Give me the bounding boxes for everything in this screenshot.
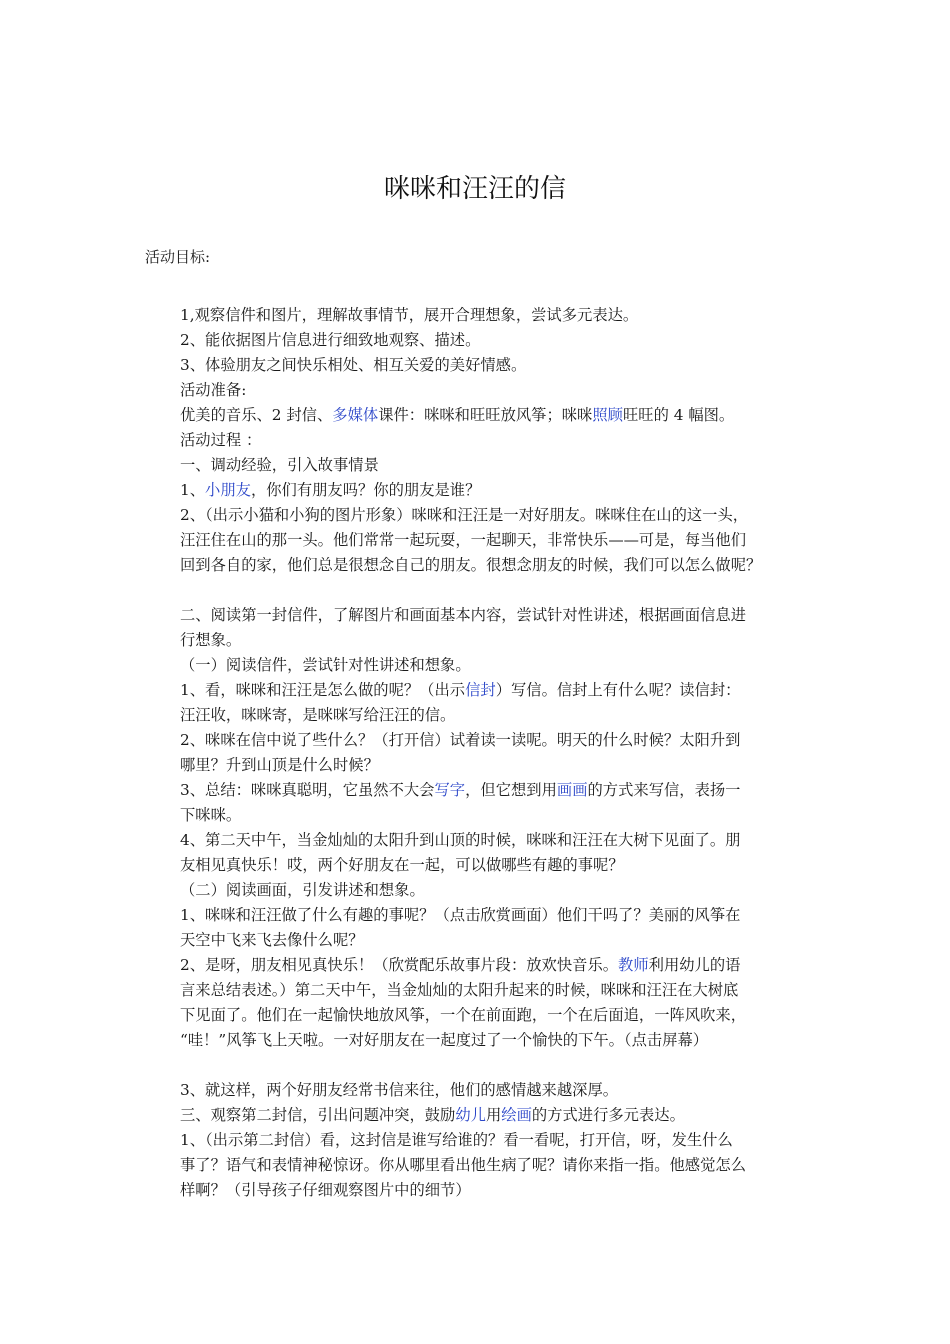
blank-line: [180, 578, 820, 603]
text-line: [180, 1178, 820, 1203]
inline-link[interactable]: 教师: [618, 956, 649, 974]
text-line: [180, 978, 820, 1003]
text-segment: 旺旺的 4 幅图。: [622, 406, 735, 424]
text-segment: 下咪咪。: [180, 806, 242, 824]
text-segment: 1、（出示第二封信）看，这封信是谁写给谁的？看一看呢，打开信，呀，发生什么: [180, 1131, 733, 1149]
text-segment: 的方式来写信，表扬一: [587, 781, 741, 799]
text-line: [180, 728, 820, 753]
text-line: [180, 1153, 820, 1178]
inline-link[interactable]: 照顾: [592, 406, 623, 424]
text-line: [180, 553, 820, 578]
text-segment: 言来总结表述。）第二天中午，当金灿灿的太阳升起来的时候，咪咪和汪汪在大树底: [180, 981, 739, 999]
text-line: [180, 1003, 820, 1028]
text-segment: 2、咪咪在信中说了些什么？（打开信）试着读一读呢。明天的什么时候？太阳升到: [180, 731, 741, 749]
inline-link[interactable]: 小朋友: [205, 481, 251, 499]
text-line: [180, 353, 820, 378]
text-segment: 哪里？升到山顶是什么时候？: [180, 756, 379, 774]
text-segment: 二、阅读第一封信件，了解图片和画面基本内容，尝试针对性讲述，根据画面信息进: [180, 606, 746, 624]
text-segment: 3、体验朋友之间快乐相处、相互关爱的美好情感。: [180, 356, 527, 374]
text-segment: 三、观察第二封信，引出问题冲突，鼓励: [180, 1106, 456, 1124]
text-line: [180, 603, 820, 628]
text-line: [180, 378, 820, 403]
text-line: [180, 953, 820, 978]
text-segment: 样啊？（引导孩子仔细观察图片中的细节）: [180, 1181, 471, 1199]
text-line: [180, 653, 820, 678]
text-segment: 一、调动经验，引入故事情景: [180, 456, 379, 474]
text-segment: 友相见真快乐！哎，两个好朋友在一起，可以做哪些有趣的事呢？: [180, 856, 624, 874]
text-segment: 2、能依据图片信息进行细致地观察、描述。: [180, 331, 481, 349]
text-line: [180, 853, 820, 878]
inline-link[interactable]: 多媒体: [332, 406, 379, 424]
text-segment: 利用幼儿的语: [648, 956, 741, 974]
text-segment: 1,观察信件和图片，理解故事情节，展开合理想象，尝试多元表达。: [180, 306, 639, 324]
text-segment: ）写信。信封上有什么呢？读信封：: [495, 681, 741, 699]
text-segment: “哇！”风筝飞上天啦。一对好朋友在一起度过了一个愉快的下午。（点击屏幕）: [180, 1031, 709, 1049]
text-line: [180, 878, 820, 903]
text-segment: 活动准备:: [180, 381, 247, 399]
text-segment: 2、（出示小猫和小狗的图片形象）咪咪和汪汪是一对好朋友。咪咪住在山的这一头，: [180, 506, 749, 524]
text-line: [180, 1028, 820, 1053]
inline-link[interactable]: 画画: [556, 781, 588, 799]
inline-link[interactable]: 绘画: [501, 1106, 532, 1124]
text-segment: 天空中飞来飞去像什么呢？: [180, 931, 364, 949]
text-line: [180, 478, 820, 503]
blank-line: [180, 1053, 820, 1078]
text-line: [180, 403, 820, 428]
text-segment: 行想象。: [180, 631, 242, 649]
text-segment: 3、就这样，两个好朋友经常书信来往，他们的感情越来越深厚。: [180, 1081, 619, 1099]
text-segment: ，但它想到用: [465, 781, 557, 799]
text-line: [180, 903, 820, 928]
text-segment: 1、看，咪咪和汪汪是怎么做的呢？（出示: [180, 681, 466, 699]
text-line: [180, 453, 820, 478]
text-line: [180, 803, 820, 828]
text-line: [180, 778, 820, 803]
text-segment: 汪汪住在山的那一头。他们常常一起玩耍，一起聊天，非常快乐——可是，每当他们: [180, 531, 746, 549]
text-segment: 1、咪咪和汪汪做了什么有趣的事呢？（点击欣赏画面）他们干吗了？美丽的风筝在: [180, 906, 741, 924]
text-line: [180, 303, 820, 328]
text-line: [180, 628, 820, 653]
text-segment: 4、第二天中午，当金灿灿的太阳升到山顶的时候，咪咪和汪汪在大树下见面了。朋: [180, 831, 741, 849]
text-segment: （一）阅读信件，尝试针对性讲述和想象。: [180, 656, 471, 674]
text-segment: 2、是呀，朋友相见真快乐！（欣赏配乐故事片段：放欢快音乐。: [180, 956, 619, 974]
text-segment: 优美的音乐、2 封信、: [180, 406, 333, 424]
document-body: [180, 303, 820, 1203]
text-segment: 用: [485, 1106, 502, 1124]
text-line: [180, 703, 820, 728]
text-segment: 课件：咪咪和旺旺放风筝；咪咪: [378, 406, 593, 424]
text-segment: 回到各自的家，他们总是很想念自己的朋友。很想念朋友的时候，我们可以怎么做呢？: [180, 556, 762, 574]
text-segment: 活动过程 ：: [180, 431, 262, 449]
text-line: [180, 1078, 820, 1103]
text-segment: 3、总结：咪咪真聪明，它虽然不大会: [180, 781, 435, 799]
text-segment: 事了？语气和表情神秘惊讶。你从哪里看出他生病了呢？请你来指一指。他感觉怎么: [180, 1156, 746, 1174]
text-line: [180, 678, 820, 703]
text-line: [180, 1103, 820, 1128]
text-line: [180, 503, 820, 528]
activity-goal-label: 活动目标:: [145, 248, 211, 266]
text-line: [180, 753, 820, 778]
inline-link[interactable]: 幼儿: [455, 1106, 486, 1124]
text-line: [180, 528, 820, 553]
text-segment: 1、: [180, 481, 206, 499]
document-title: 咪咪和汪汪的信: [383, 174, 566, 204]
text-line: [180, 428, 820, 453]
text-segment: ，你们有朋友吗？你的朋友是谁？: [250, 481, 481, 499]
text-segment: 的方式进行多元表达。: [531, 1106, 685, 1124]
text-line: [180, 828, 820, 853]
inline-link[interactable]: 信封: [465, 681, 496, 699]
text-line: [180, 1128, 820, 1153]
inline-link[interactable]: 写字: [434, 781, 466, 799]
text-line: [180, 928, 820, 953]
text-line: [180, 328, 820, 353]
text-segment: 汪汪收，咪咪寄，是咪咪写给汪汪的信。: [180, 706, 456, 724]
text-segment: （二）阅读画面，引发讲述和想象。: [180, 881, 425, 899]
text-segment: 下见面了。他们在一起愉快地放风筝，一个在前面跑，一个在后面追，一阵风吹来，: [180, 1006, 746, 1024]
